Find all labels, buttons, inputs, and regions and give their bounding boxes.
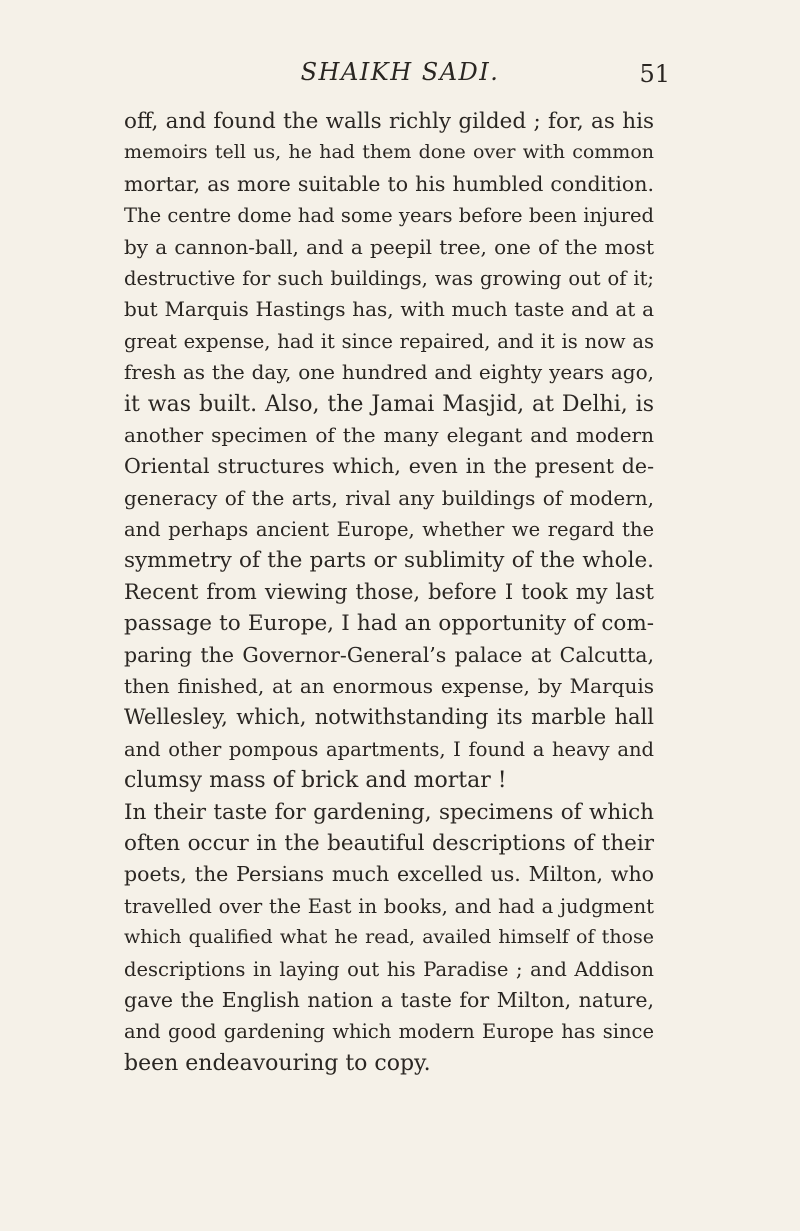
text-line: paring the Governor-General’s palace at Calcutta, <box>124 642 654 667</box>
text-line: off, and found the walls richly gilded ; for, as his <box>124 109 654 134</box>
text-line: The centre dome had some years before been injured <box>124 204 654 228</box>
text-line: often occur in the beautiful descriptions of their <box>124 830 654 856</box>
text-line: poets, the Persians much excelled us. Milton, who <box>124 862 654 887</box>
running-head <box>0 58 800 98</box>
running-title: SHAIKH SADI. <box>300 58 500 86</box>
text-line: which qualified what he read, availed himself of those <box>124 926 654 949</box>
text-line: then finished, at an enormous expense, by Marquis <box>124 674 654 699</box>
text-line: Recent from viewing those, before I took my last <box>124 579 654 604</box>
text-line: travelled over the East in books, and had a judgment <box>124 894 654 918</box>
page-number: 51 <box>639 60 670 88</box>
text-line: fresh as the day, one hundred and eighty years ago, <box>124 360 654 385</box>
text-line: another specimen of the many elegant and modern <box>124 422 654 447</box>
body-text <box>124 106 654 1079</box>
text-line: Oriental structures which, even in the present de- <box>124 454 654 479</box>
text-line: memoirs tell us, he had them done over with common <box>124 141 654 164</box>
text-line: it was built. Also, the Jamai Masjid, at Delhi, is <box>124 391 654 417</box>
text-line: been endeavouring to copy. <box>124 1050 431 1076</box>
text-line: destructive for such buildings, was growing out of it; <box>124 266 654 290</box>
text-line: but Marquis Hastings has, with much taste and at a <box>124 297 654 322</box>
text-line: and good gardening which modern Europe has since <box>124 1020 654 1044</box>
text-line: Wellesley, which, notwithstanding its marble hall <box>124 705 654 730</box>
text-line: clumsy mass of brick and mortar ! <box>124 768 507 794</box>
text-line: great expense, had it since repaired, and it is now as <box>124 329 654 353</box>
text-line: by a cannon-ball, and a peepil tree, one of the most <box>124 234 654 259</box>
text-line: gave the English nation a taste for Milton, nature, <box>124 987 654 1012</box>
text-line: symmetry of the parts or sublimity of the whole. <box>124 548 654 574</box>
text-line: In their taste for gardening, specimens of which <box>124 799 654 825</box>
text-line: generacy of the arts, rival any buildings of modern, <box>124 485 654 510</box>
text-line: passage to Europe, I had an opportunity of com- <box>124 611 654 637</box>
text-line: mortar, as more suitable to his humbled condition. <box>124 171 654 196</box>
text-line: and perhaps ancient Europe, whether we regard the <box>124 518 654 542</box>
text-line: and other pompous apartments, I found a heavy and <box>124 737 654 761</box>
text-line: descriptions in laying out his Paradise ; and Addison <box>124 957 654 981</box>
